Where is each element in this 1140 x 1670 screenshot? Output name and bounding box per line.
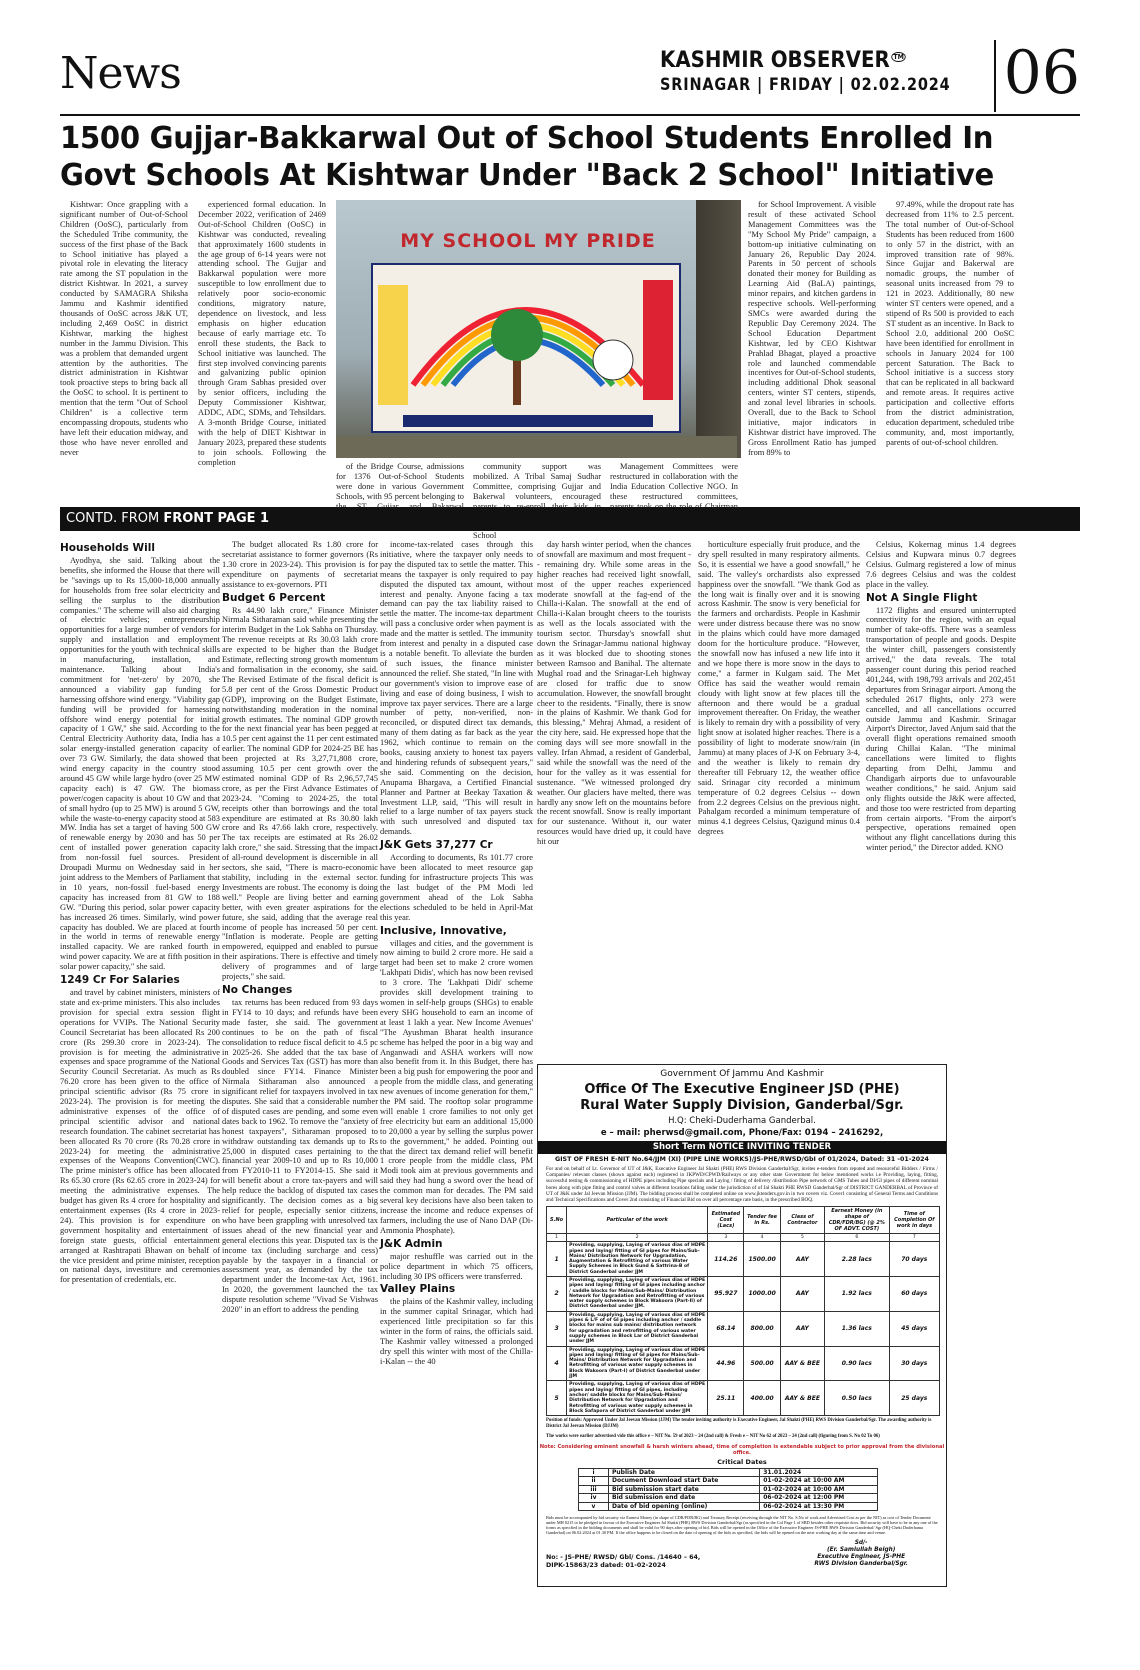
row-emd: 1.36 lacs [825, 1311, 889, 1346]
mural-art [373, 265, 679, 431]
story-valley-text: the plains of the Kashmir valley, including in the summer capital Srinagar, which had experienced little precipitation so far this winter in the form of rains, the officials said. The Kashmir valley witnessed a prolonged dry spell this winter with most of the Chilla-i-Kalan -- the 40 [380, 1297, 533, 1366]
tree-canopy [491, 309, 543, 361]
date-label: Bid submission start date [609, 1485, 760, 1494]
notice-retender: The works were earlier advertised vide this office e – NIT No. 59 of 2023 – 24 (2nd call) & Fresh e – NIT No 62 of 2023 – 24 (2nd call) (figuring from S. No 02 To 06) [546, 1433, 880, 1439]
date-label: Date of bid opening (online) [609, 1502, 760, 1511]
critical-dates-table [578, 1468, 878, 1512]
date-label: Document Download start Date [609, 1477, 760, 1486]
index-cell: 3 [708, 1234, 744, 1242]
masthead-rule [60, 114, 1080, 116]
index-cell: 1 [547, 1234, 567, 1242]
notice-gist: GIST OF FRESH E-NIT No.64/JJM (XI) (PIPE LINE WORKS)/JS-PHE/RWSD/GbI of 01/2024, Dated: 31 -01-2024 [555, 1156, 929, 1163]
notice-division: Rural Water Supply Division, Ganderbal/Sgr. [580, 1098, 904, 1113]
story-inclusive-text: villages and cities, and the government is now aiming to build 2 crore more. He said a target had been set to make 2 crore women 'Lakhpati Didis', which has now been revised to 3 crore. The 'Lakhpati Didi' scheme provides skill development training to women in self-help groups (SHGs) to enable every SHG household to earn an income of at least 1 lakh a year. New Income Avenues' "The Ayushman Bharat health insurance scheme has helped the poor in a big way and Anganwadi and ASHA workers will now also benefit from it. In this Budget, there has been a big push for empowering the poor and people from the middle class, and generating new avenues of income generation for them," the PM said. The rooftop solar programme will enable 1 crore families to not only get free electricity but earn an additional 15,000 to 20,000 a year by selling the surplus power to the government," he added. Pointing out that the direct tax demand relief will benefit 1 crore people from the middle class, PM Modi took aim at previous governments and said they had hung a sword over the head of the common man for decades. The PM said several key decisions have also been taken to increase the income and reduce expenses of farmers, including the use of Nano DAP (Di-Ammonia Phosphate). [380, 938, 533, 1235]
contd-col-2 [222, 540, 378, 1580]
row-desc: Providing, supplying, Laying of various dias of HDPE pipes and laying/ fitting of GI pipes including anchor / saddle blocks for Mains/Sub-Mains/ Distribution Network for Upgradation and Retrofitting of various water supply schemes in Block Wakoora (Part-II) of District Ganderbal under JJM. [567, 1277, 708, 1312]
col-cost: Estimated Cost (Lacs) [708, 1207, 744, 1234]
row-desc: Providing, supplying, Laying of various dias of HDPE pipes and laying/ fitting of GI pipes, including anchor/ saddle blocks for Mains/Sub-Mains/ Distribution Network for Upgradation and Retrofitting of various water supply schemes in Block Safapora of District Ganderbal under JJM [567, 1381, 708, 1416]
table-row [547, 1381, 940, 1416]
lead-col-3 [336, 462, 464, 502]
lead-col-7-text: 97.49%, while the dropout rate has decreased from 11% to 2.5 percent. The total number of Out-of-School Students has been reduced from 1600 to only 57 in the district, with an improved transition rate of 98%. Since Gujjar and Bakerwal are nomadic groups, the number of seasonal units increased from 79 to 121 in 2023. Additionally, 80 new winter ST centers were opened, and a stipend of Rs 500 is provided to each ST student as an incentive. In Back to School 2.0, additional 200 OoSC have been identified for enrollment in schools in January 2024 for 100 percent Saturation. The Back to School initiative is a success story that can be replicated in all backward and remote areas. It requires active participation and collective efforts from the district administration, education department, scheduled tribe community, and, most importantly, parents of out-of-school children. [886, 200, 1014, 447]
row-emd: 2.28 lacs [825, 1242, 889, 1277]
mural-painting [371, 263, 681, 433]
row-fee: 1500.00 [744, 1242, 780, 1277]
notice-position-funds: Position of funds: Approved Under Jal Jeevan Mission (JJM) The tender inviting authority is Executive Engineer, Jal Shakti (PHE) RWS Division Ganderbal/Sgr. The awarding authority is District Jal Jeevan Mission (DJJM) [546, 1418, 932, 1429]
story-head-jk-gets: J&K Gets 37,277 Cr [380, 839, 493, 852]
row-days: 25 days [889, 1381, 939, 1416]
col-fee: Tender fee in Rs. [744, 1207, 780, 1234]
date-value: 01-02-2024 at 10:00 AM [760, 1477, 878, 1486]
date-row [579, 1468, 878, 1477]
row-sno: 1 [547, 1242, 567, 1277]
date-value: 01-02-2024 at 10:00 AM [760, 1485, 878, 1494]
notice-hq: H.Q: Cheki-Duderhama Ganderbal. [668, 1116, 816, 1126]
col-days: Time of Completion Of work in days [889, 1207, 939, 1234]
row-class: AAY [780, 1242, 824, 1277]
lead-col-4-text: community support was mobilized. A Tribal Samaj Sudhar Committee, comprising Gujjar and Bakerwal volunteers, encouraged School [473, 462, 601, 541]
story-head-jk-admin: J&K Admin [380, 1237, 443, 1250]
date-label: Bid submission end date [609, 1494, 760, 1503]
contd-col-5 [698, 540, 860, 1060]
tender-table-index-row [547, 1234, 940, 1242]
tender-table [546, 1206, 940, 1416]
signer-name: (Er. Samiullah Beigh) [826, 1547, 896, 1553]
paper-title-block [660, 48, 1002, 95]
number-panel [643, 280, 673, 400]
row-class: AAY & BEE [780, 1346, 824, 1381]
row-cost: 95.927 [708, 1277, 744, 1312]
clock-face [593, 340, 633, 380]
index-cell: 6 [825, 1234, 889, 1242]
index-cell: 7 [889, 1234, 939, 1242]
contd-col-6 [866, 540, 1016, 1060]
date-row [579, 1502, 878, 1511]
table-row [547, 1242, 940, 1277]
row-cost: 68.14 [708, 1311, 744, 1346]
story-head-no-changes: No Changes [222, 983, 293, 996]
row-cost: 114.26 [708, 1242, 744, 1277]
lead-col-1 [60, 200, 188, 496]
story-jk-admin-text: major reshuffle was carried out in the police department in which 75 officers, including 30 IPS officers were transferred. [380, 1251, 533, 1281]
date-value: 06-02-2024 at 12:00 PM [760, 1494, 878, 1503]
story-flight-text: 1172 flights and ensured uninterrupted connectivity for the region, with an equal number of take-offs. There was a seamless transportation of people and goods. Despite the winter chill, passengers consistently arrived," the data reveals. The total passenger count during this period reached 401,244, with 198,793 arrivals and 202,451 departures from Srinagar airport. Among the scheduled 2617 flights, only 273 were cancelled, and all cancellations occurred outside Jammu and Kashmir. Srinagar Airport's Director, Javed Anjum said that the overall flight operations remained smooth during Chillai Kalan. "The minimal cancellations were limited to flights departing from Delhi, Jammu and Chandigarh airports due to unfavourable weather conditions," he said. Anjum said only flights outside the J&K were affected, and those too were restricted from departing from certain airports. "From the airport's perspective, operations remained open without any flight cancellations during this winter period," the Director added. KNO [866, 605, 1016, 853]
story-head-valley: Valley Plains [380, 1283, 456, 1296]
signer-division: RWS Division Ganderbal/Sgr. [814, 1561, 908, 1567]
contd-col-4 [537, 540, 691, 1060]
lead-col-4 [473, 462, 601, 541]
story-budget-text: Rs 44.90 lakh crore," Finance Minister Nirmala Sitharaman said while presenting the interim Budget in the Lok Sabha on Thursday. The revenue receipts at Rs 30.03 lakh crore are expected to be higher than the Budget Estimate, reflecting strong growth momentum and formalisation in the economy, she said. The Revised Estimate of the fiscal deficit is 5.8 per cent of the Gross Domestic Product (GDP), improving on the Budget Estimate, notwithstanding moderation in the nominal growth estimates. The nominal GDP growth for the next financial year has been pegged at 10.5 per cent against the 11 per cent estimated earlier. The nominal GDP for 2024-25 BE has been projected at Rs 3,27,71,808 crore, assuming 10.5 per cent growth over the estimated nominal GDP of Rs 2,96,57,745 crore, as per the First Advance Estimates of 2023-24. "Coming to 2024-25, the total receipts other than borrowings and the total expenditure are estimated at Rs 30.80 lakh crore and Rs 47.66 lakh crore, respectively. The tax receipts are estimated at Rs 26.02 lakh crore," she said. Stressing that the impact of all-round development is discernible in all sectors, she said, "There is macro-economic stability, including in the external sector. Investments are robust. The economy is doing well." People are living better and earning better, with even greater aspirations for the future, she said, adding that the average real income of people has increased 50 per cent. "Inflation is moderate. People are getting empowered, equipped and enabled to pursue their aspirations. There is effective and timely delivery of programmes and of large projects," she said. [222, 605, 378, 982]
story-head-households: Households Will [60, 542, 155, 554]
date-no: v [579, 1502, 609, 1511]
date-row [579, 1494, 878, 1503]
story-no-changes-text: tax returns has been reduced from 93 days in FY14 to 10 days; and refunds have been made faster, she said. The government continues to be on the path of fiscal consolidation to reduce fiscal deficit to 4.5 pc in 2025-26. She added that the tax base of Goods and Services Tax (GST) has more than doubled since FY14. Finance Minister Nirmala Sitharaman also announced a significant relief for taxpayers involved in tax disputes. She said that a considerable number of disputed cases are pending, and some even dates back to 1962. To remove the "anxiety of honest taxpayers", Sitharaman proposed to withdraw outstanding tax demands up to Rs 25,000 in disputed cases pertaining to the financial year 2009-10 and up to Rs 10,000 from FY2010-11 to FY2014-15. She said it will benefit about a crore tax-payers and will help reduce the backlog of disputed tax cases significantly. The decision comes as a big relief for people, especially senior citizens, who have been grappling with unresolved tax issues ahead of the new financial year and general elections this year. Disputed tax is the income tax (including surcharge and cess) payable by the taxpayer in a financial or assessment year, as demanded by the tax department under the Income-tax Act, 1961. In 2020, the government launched the tax dispute resolution scheme "Vivad Se Vishwas 2020" in an effort to address the pending [222, 997, 378, 1315]
trademark-badge: TM [893, 52, 905, 61]
table-row [547, 1346, 940, 1381]
row-sno: 3 [547, 1311, 567, 1346]
photo-ground [336, 436, 737, 458]
row-fee: 800.00 [744, 1311, 780, 1346]
row-class: AAY [780, 1277, 824, 1312]
lead-col-1-text: Kishtwar: Once grappling with a significant number of Out-of-School Children (OoSC), particularly from the Scheduled Tribe community, the success of the first phase of the Back to School initiative has played a pivotal role in elevating the literacy rate among the ST population in the district Kishtwar. In 2021, a survey conducted by SAMAGRA Shiksha Jammu and Kashmir identified thousands of OoSC across J&K UT, including 2,469 OoSC in district Kishtwar, marking the highest number in the Jammu Division. This was a problem that demanded urgent attention by the authorities. The district administration in Kishtwar took proactive steps to bring back all the OoSC to school. It is pertinent to mention that the term "Out of School Children" is a collective term encompassing dropouts, students who have left their education midway, and those who have never enrolled and never [60, 200, 188, 457]
notice-intro: For and on behalf of Lt. Governor of UT of J&K, Executive Engineer Jal Shakti (PHE) RWS Division Ganderbal/Sgr, invites e-tenders from reputed and resourceful Bidders / Firms / Companies/ relevant classes (shown against each) registered in JKPWD/CPWD/Railways or any other state Government for below mentioned works i.e Providing, laying, fitting, successful testing & commissioning of HDPE pipes including Pipe specials and Laying / fitting of delivery /distribution Pipe network of GMS Tubes and DI/GI pipes of different nominal bores along with pipe fitting and control valves at different locations falling under the jurisdiction of of Jal Shakti PHE RWSD Ganderbal/Sgr of DISTRICT GANDERBAL of Province of UT of J&K under Jal Jeevan Mission (JJM). The bidding process shall be completed online on www.jktenders.gov.in in two covers viz. Cover1 consisting of General Terms and Conditions and Technical Specifications and Cover 2nd consisting of Financial Bid on over all percentage rate basis, in the prescribed BOQ. [546, 1166, 938, 1204]
date-row [579, 1485, 878, 1494]
lead-col-3-text: of the Bridge Course, admissions for 1376 Out-of-School Students were done in various Government Schools, with 95 percent belonging to [336, 462, 464, 501]
row-sno: 2 [547, 1277, 567, 1312]
story-salaries-text: and travel by cabinet ministers, ministers of state and ex-prime ministers. This also includes provision for special extra session flight operations for VVIPs. The National Security Council Secretariat has been allocated Rs 200 crore (Rs 299.30 crore in 2023-24). The provision is for meeting the administrative expenses and space programme of the National Security Council Secretariat. As much as Rs 76.20 crore has been given to the office of principal scientific advisor (Rs 75 crore in 2023-24). The provision is for meeting the administrative expenses of the office of principal scientific advisor and national research foundation. The cabinet secretariat has been allocated Rs 70 crore (Rs 70.28 crore in 2023-24) for meeting the administrative expenses of the Weapons Convention(CWC). The prime minister's office has been allocated Rs 65.30 crore (Rs 62.65 crore in 2023-24) for meeting the administrative expenses. The budget has given Rs 4 crore for hospitality and entertainment expenses (Rs 4 crore in 2023-24). This provision is for expenditure on government hospitality and entertainment of foreign state guests, official entertainment arranged at Rashtrapati Bhawan on behalf of the vice president and prime minister, reception on national days, investiture and ceremonies for presentation of credentials, etc. [60, 988, 220, 1285]
date-value: 31.01.2024 [760, 1468, 878, 1477]
story-jk-gets-text: According to documents, Rs 101.77 crore have been allocated to meet resource gap funding for infrastructure projects This was the last budget of the PM Modi led government ahead of the Lok Sabha elections scheduled to be held in April-Mat this year. [380, 853, 533, 922]
tender-table-header [547, 1207, 940, 1234]
row-desc: Providing, supplying, Laying of various dias of HDPE pipes and laying/ fitting of GI pipes for Mains/Sub-Mains/ Distribution Network for Upgradation, Augmentation & Retrofitting of various Water Supply Schemes in Block Gund & Sattrina-B of District Ganderbal under JJM [567, 1242, 708, 1277]
row-days: 60 days [889, 1277, 939, 1312]
signature-sd: Sd/- [854, 1540, 868, 1546]
lead-headline: 1500 Gujjar-Bakkarwal Out of School Students Enrolled In Govt Schools At Kishtwar Under "Back 2 School" Initiative [60, 121, 994, 193]
critical-dates-title: Critical Dates [717, 1457, 767, 1466]
lead-col-6-text: for School Improvement. A visible result of these activated School Management Committees was the "My School My Pride" campaign, a bottom-up initiative culminating on January 26, Republic Day 2024. Parents in 50 percent of schools donated their money for Building as Learning Aid (BaLA) paintings, minor repairs, and kitchen gardens in respective schools. Well-performing SMCs were awarded during the Republic Day Ceremony 2024. The School Education Department Kishtwar, led by CEO Kishtwar Prahlad Bhagat, played a proactive role and launched commendable incentives for Out-of-School students, including additional Dhok seasonal centers, winter ST centers, stipends, and zonal level libraries in schools. Overall, due to the Back to School initiative, major indicators in Kishtwar district have improved. The Gross Enrollment Ratio has jumped from 89% to [748, 200, 876, 457]
notice-government: Government Of Jammu And Kashmir [660, 1069, 824, 1079]
mural-title: MY SCHOOL MY PRIDE [400, 230, 656, 252]
row-fee: 1000.00 [744, 1277, 780, 1312]
row-days: 70 days [889, 1242, 939, 1277]
row-cost: 44.96 [708, 1346, 744, 1381]
row-emd: 1.92 lacs [825, 1277, 889, 1312]
row-emd: 0.50 lacs [825, 1381, 889, 1416]
date-no: i [579, 1468, 609, 1477]
row-days: 30 days [889, 1346, 939, 1381]
lead-col-2-text: experienced formal education. In December 2022, verification of 2469 Out-of-School Children (OoSC) in Kishtwar was conducted, revealing that approximately 1600 students in the age group of 6-14 years were not attending school. The Gujjar and Bakkarwal population were more susceptible to low enrollment due to relatively poor socio-economic conditions, migratory nature, dependence on livestock, and less emphasis on higher education because of early marriage etc. To enroll these students, the Back to School initiative was launched. The first step involved convincing parents and galvanizing public opinion through Gram Sabhas presided over by senior officers, including the Deputy Commissioner Kishtwar, ADDC, ADC, SDMs, and Tehsildars. A 3-month Bridge Course, initiated with the help of DIET Kishtwar in January 2023, prepared these students to join schools. Following the completion [198, 200, 326, 467]
story-snow-text: day harsh winter period, when the chances of snowfall are maximum and most frequent -- remaining dry. While some areas in the higher reaches had received light snowfall, most of the upper reaches experienced moderate snowfall at the fag-end of the Chilla-i-Kalan. The snowfall at the end of Chilla-i-Kalan brought cheers to the tourists as well as the locals associated with the tourism sector. Thursday's snowfall shut down the Srinagar-Jammu national highway as it was blocked due to shooting stones between Ramsoo and Banihal. The alternate Mughal road and the Srinagar-Leh highway are closed for traffic due to snow accumulation. However, the snowfall brought cheer to the residents. "Finally, there is snow in the plains of Kashmir. We thank God for this blessing," Mehraj Ahmad, a resident of the city here, said. He expressed hope that the coming days will see more snowfall in the valley. Irfan Ahmad, a resident of Ganderbal, said while the snowfall was the need of the hour for the valley as it was essential for sustenance. "We witnessed prolonged dry weather. Our glaciers have melted, there was hardly any snow left on the mountains before the recent snowfall. Snow is really important for our sustenance. Without it, our water resources would have dried up, it could have hit our [537, 540, 691, 847]
story-households-text: Ayodhya, she said. Talking about the benefits, she informed the House that there will be "savings up to Rs 15,000-18,000 annually for households from free solar electricity and selling the surplus to the distribution companies." The scheme will also aid charging of electric vehicles; entrepreneurship opportunities for a large number of vendors for supply and installation and employment opportunities for the youth with technical skills in manufacturing, installation, and maintenance. Talking about India's commitment for 'net-zero' by 2070, she announced a viability gap funding for harnessing offshore wind energy. "Viability gap funding will be provided for harnessing offshore wind energy potential for initial capacity of 1 GW," she said. According to the Central Electricity Authority data, India has a solar energy-installed generation capacity of over 73 GW. Similarly, the data showed that wind energy capacity in the country stood around 45 GW while large hydro (over 25 MW capacity each) is 47 GW. The biomass power/cogen capacity is about 10 GW and that of small hydro (up to 25 MW) is around 5 GW, while the waste-to-energy capacity stood at 583 MW. India has set a target of having 500 GW of renewable energy by 2030 and has 50 per cent of installed power generation capacity from non-fossil fuel sources. President Droupadi Murmu on Wednesday said in her joint address to the Members of Parliament that in 10 years, non-fossil fuel-based energy capacity has increased from 81 GW to 188 GW. "During this period, solar power capacity has increased 26 times. Similarly, wind power capacity has doubled. We are placed at fourth in the world in terms of renewable energy installed capacity. We are ranked fourth in wind power capacity. We are at fifth position in solar power capacity," she said. [60, 556, 220, 972]
reference-number: No: - JS-PHE/ RWSD/ Gbl/ Cons. /14640 – 64, [546, 1554, 701, 1561]
row-class: AAY [780, 1311, 824, 1346]
date-no: iii [579, 1485, 609, 1494]
dipk-number: DIPK-15863/23 dated: 01-02-2024 [546, 1562, 666, 1569]
row-desc: Providing, supplying, Laying of various dias of HDPE pipes & L/F of of GI pipes including anchor / saddle blocks for mains sub mains/ distribution network for upgradation and retrofitting of various water supply schemes in Block Lar of District Ganderbal under JJM [567, 1311, 708, 1346]
col-sno: S.No [547, 1207, 567, 1234]
row-days: 45 days [889, 1311, 939, 1346]
contd-col-3 [380, 540, 533, 1580]
row-class: AAY & BEE [780, 1381, 824, 1416]
row-fee: 500.00 [744, 1346, 780, 1381]
story-head-flight: Not A Single Flight [866, 591, 978, 604]
row-sno: 5 [547, 1381, 567, 1416]
date-no: iv [579, 1494, 609, 1503]
paper-name [660, 48, 968, 73]
row-desc: Providing, supplying, Laying of various dias of HDPE pipes and laying/ fitting of GI pipes for Mains/Sub-Mains/ Distribution Network for Upgradation and Retrofitting of various water supply schemes in Block Wakoora (Part-I) of District Ganderbal under JJM [567, 1346, 708, 1381]
col-class: Class of Contractor [780, 1207, 824, 1234]
alphabet-panel [378, 285, 408, 405]
story-head-salaries: 1249 Cr For Salaries [60, 974, 180, 987]
notice-contact: e – mail: pherwsd@gmail.com, Phone/Fax: 0194 – 2416292, [600, 1128, 884, 1138]
table-row [547, 1311, 940, 1346]
notice-fine-print: Bids must be accompanied by bid security viz Earnest Money (in shape of CDR/FDR/BG) and Treasury Receipt (receiving through the NIT No. S.No of work and Advertised Cost as per the NIT) as cost of Tender Document under MH 0215 to be pledged in favour of the Executive Engineer Jal Shakti (PHE) RWS Division Ganderbal/Sgr (as specified in the Col Page 1 of SBD besides other requisite docs. Bid security will have to be in any one of the forms as specified in the bidding documents and shall be valid for 90 days after opening of bid. Bids will be opened in the Office of the Executive Engineer JS-PHE RWS Division Ganderbal/ Sgr (HQ-Cheki Duderhama Ganderbal) on 06.02.2024 at 01.30 PM. If the office happens to be closed on the date of opening of the bids as specified, the bids will be opened on the next working day at the same time and venue. [546, 1515, 938, 1536]
index-cell: 2 [567, 1234, 708, 1242]
lead-photo [336, 200, 737, 458]
tender-notice [537, 1064, 947, 1587]
lead-col-6 [748, 200, 876, 496]
story-head-inclusive: Inclusive, Innovative, [380, 924, 507, 937]
story-governors-text: The budget allocated Rs 1.80 crore for secretariat assistance to former governors (Rs 1.30 crore in 2023-24). This provision is for expenditure on payments of secretariat assistance to ex-governors. PTI [222, 540, 378, 589]
story-celsius-text: Celsius, Kokernag minus 1.4 degrees Celsius and Kupwara minus 0.7 degrees Celsius. Gulmarg registered a low of minus 7.6 degrees Celsius and was the coldest place in the valley. [866, 540, 1016, 589]
paper-name-text: KASHMIR OBSERVER [660, 48, 890, 73]
date-row [579, 1477, 878, 1486]
notice-short-term: Short Term NOTICE INVITING TENDER [538, 1141, 946, 1154]
row-sno: 4 [547, 1346, 567, 1381]
continued-prefix: CONTD. FROM [66, 511, 164, 526]
notice-office: Office Of The Executive Engineer JSD (PHE) [584, 1082, 900, 1097]
section-name: News [60, 48, 181, 99]
lead-col-5 [610, 462, 738, 502]
row-emd: 0.90 lacs [825, 1346, 889, 1381]
story-tax-text: income-tax-related cases through this initiative, where the taxpayer only needs to pay the disputed tax to settle the matter. This means the taxpayer is only required to pay disputed the disputed tax amount, without interest and penalty. Anyone facing a tax demand can pay the tax liability raised to settle the matter. The income-tax department will pass a conclusive order when payment is made and the matter is settled. The immunity from interest and penalty in a disputed case is a notable benefit. To alleviate the burden of such issues, the finance minister announced the relief. She stated, "In line with our government's vision to improve ease of living and ease of doing business, I wish to improve tax payer services. There are a large number of petty, non-verified, non-reconciled, or disputed direct tax demands, many of them dating as far back as the year 1962, which continue to remain on the books, causing anxiety to honest tax payers and hindering refunds of subsequent years," she said. Commenting on the decision, Anupama Bhargava, a Certified Financial Planner and Partner at Beekay Taxation & Investment LLP, said, "This will result in relief to a large number of tax payers stuck with such unresolved and disputed tax demands. [380, 540, 533, 837]
page-number: 06 [994, 40, 1080, 112]
col-work: Particular of the work [567, 1207, 708, 1234]
date-no: ii [579, 1477, 609, 1486]
contd-col-1 [60, 540, 220, 1580]
lead-col-5-text: Management Committees were restructured in collaboration with the India Education Collective NGO. In these restructured committees, [610, 462, 738, 501]
issue-date: SRINAGAR | FRIDAY | 02.02.2024 [660, 75, 951, 95]
notice-signature [814, 1540, 908, 1568]
photo-tree-trunk [696, 200, 741, 458]
continued-banner [60, 507, 1080, 531]
date-value: 06-02-2024 at 13:30 PM [760, 1502, 878, 1511]
lead-col-2 [198, 200, 326, 496]
index-cell: 4 [744, 1234, 780, 1242]
story-head-budget: Budget 6 Percent [222, 591, 326, 604]
lead-col-7 [886, 200, 1014, 496]
table-row [547, 1277, 940, 1312]
index-cell: 5 [780, 1234, 824, 1242]
masthead [60, 40, 1080, 120]
alphabet-strip [403, 415, 653, 427]
continued-label: FRONT PAGE 1 [163, 511, 270, 526]
notice-reference [546, 1554, 700, 1570]
date-label: Publish Date [609, 1468, 760, 1477]
signer-title: Executive Engineer, JS-PHE [817, 1554, 906, 1560]
story-horticulture-text: horticulture especially fruit produce, and the dry spell resulted in many respiratory ailments. So, it is essential we have a good snowfall," he said. The valley's orchardists also expressed happiness over the snowfall. "We thank God as the long wait is finally over and it is snowing across Kashmir. The snow is very beneficial for the farmers and orchardists. People in Kashmir were under distress because there was no snow in the plains which could have more damaged doom for the horticulture produce. "However, the snowfall now has infused a new life into it and we hope there is more snow in the days to come," a farmer in Kulgam said. The Met Office has said the weather would remain cloudy with light snow at few places till the afternoon and there would be a gradual improvement thereafter. On Friday, the weather is likely to remain dry with a possibility of very light snow at isolated higher reaches. There is a possibility of light to moderate snow/rain (in Jammu) at many places of J-K on February 3-4, and the weather is likely to remain dry thereafter till February 12, the weather office said. Srinagar city recorded a minimum temperature of 0.2 degrees Celsius -- down from 2.2 degrees Celsius on the previous night. Pahalgam recorded a minimum temperature of minus 4.1 degrees Celsius, Qazigund minus 0.4 degrees [698, 540, 860, 837]
row-cost: 25.11 [708, 1381, 744, 1416]
row-fee: 400.00 [744, 1381, 780, 1416]
col-emd: Earnest Money (in shape of CDR/FDR/BG) (@ 2% OF ADVT. COST) [825, 1207, 889, 1234]
notice-note: Note: Considering eminent snowfall & harsh winters ahead, time of completion is extendable subject to prior approval from the divisional office. [539, 1443, 945, 1456]
